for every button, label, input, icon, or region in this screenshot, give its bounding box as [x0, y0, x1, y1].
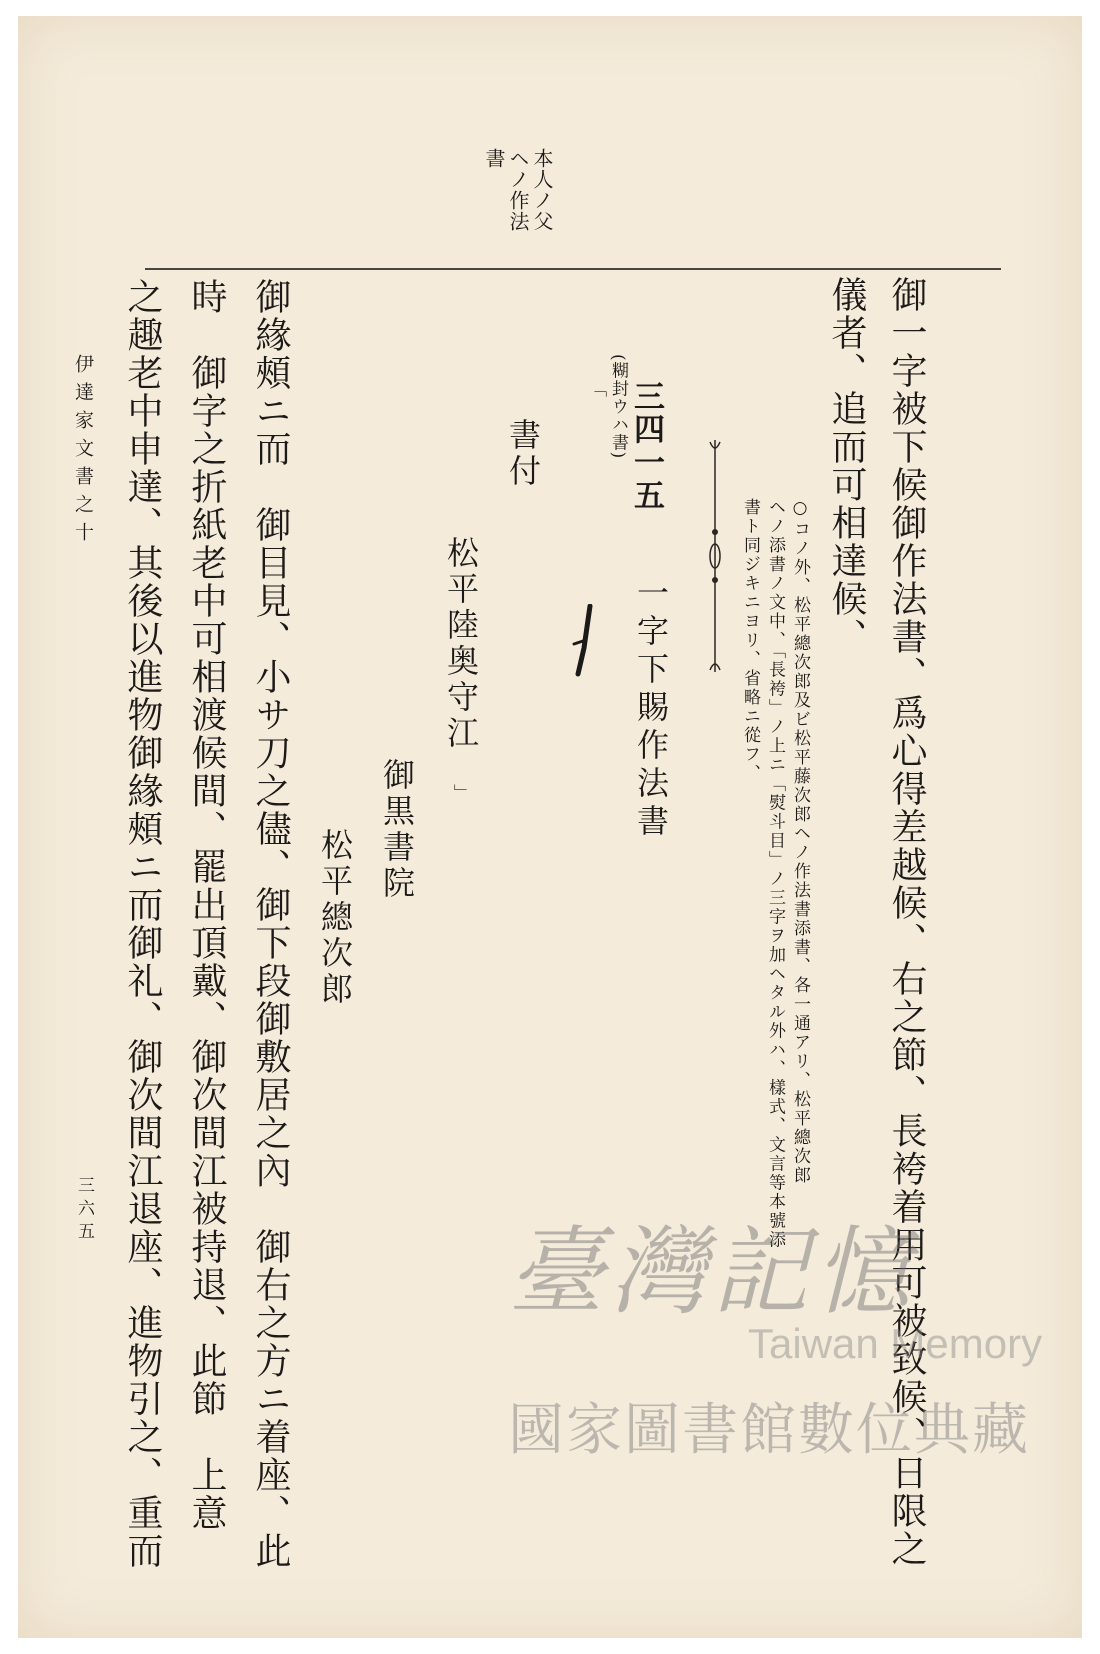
bracket-open: 「: [586, 380, 606, 398]
note-line-2: ヘノ添書ノ文中、「長袴」ノ上ニ「熨斗目」ノ三字ヲ加ヘタル外ハ、樣式、文言等本號添: [765, 498, 785, 1250]
check-mark-icon: [570, 604, 600, 684]
main-text-line-1: 御一字被下候御作法書、爲心得差越候、右之節、長袴着用可被致候、日限之: [886, 276, 927, 1568]
wrapper-note: (糊封ウハ書): [608, 354, 628, 460]
person-name: 松平總次郎: [316, 828, 354, 1008]
document-title: 一字下賜作法書: [632, 576, 670, 842]
header-note-line-1: 本人ノ父: [530, 148, 554, 232]
body-line-3: 之趣老中申達、其後以進物御緣頰ニ而御礼、御次間江退座、進物引之、重而: [122, 278, 163, 1570]
header-note-line-3: 書: [482, 148, 506, 169]
header-note-line-2: ヘノ作法: [506, 148, 530, 232]
header-rule: [145, 268, 1001, 270]
ornament-divider: [704, 436, 726, 676]
page-number: 三六五: [74, 1176, 94, 1245]
watermark-chars: 臺灣記憶: [508, 1216, 916, 1328]
main-text-line-2: 儀者、追而可相達候、: [826, 276, 867, 656]
watermark-org: 國家圖書館數位典藏: [508, 1398, 1030, 1463]
addressee: 松平陸奥守江: [442, 536, 480, 752]
body-line-1: 御緣頰ニ而 御目見、小サ刀之儘、御下段御敷居之內 御右之方ニ着座、此: [250, 278, 291, 1570]
issuer: 御黒書院: [378, 758, 416, 902]
running-title: 伊達家文書之十: [72, 354, 94, 550]
body-line-2: 時 御字之折紙老中可相渡候間、罷出頂戴、御次間江被持退、此節 上意: [186, 278, 227, 1532]
note-line-1: ○コノ外、松平總次郎及ビ松平藤次郎ヘノ作法書添書、各一通アリ、松平總次郎: [790, 498, 810, 1185]
document-number: 三四一五: [628, 380, 664, 512]
watermark-english: Taiwan Memory: [748, 1320, 1043, 1367]
watermark: [508, 1196, 1068, 1526]
bracket-close: 」: [450, 784, 470, 802]
document-page: [18, 16, 1082, 1638]
kakitsuke-label: 書付: [504, 418, 542, 490]
note-line-3: 書ト同ジキニヨリ、省略ニ從フ、: [740, 498, 760, 783]
